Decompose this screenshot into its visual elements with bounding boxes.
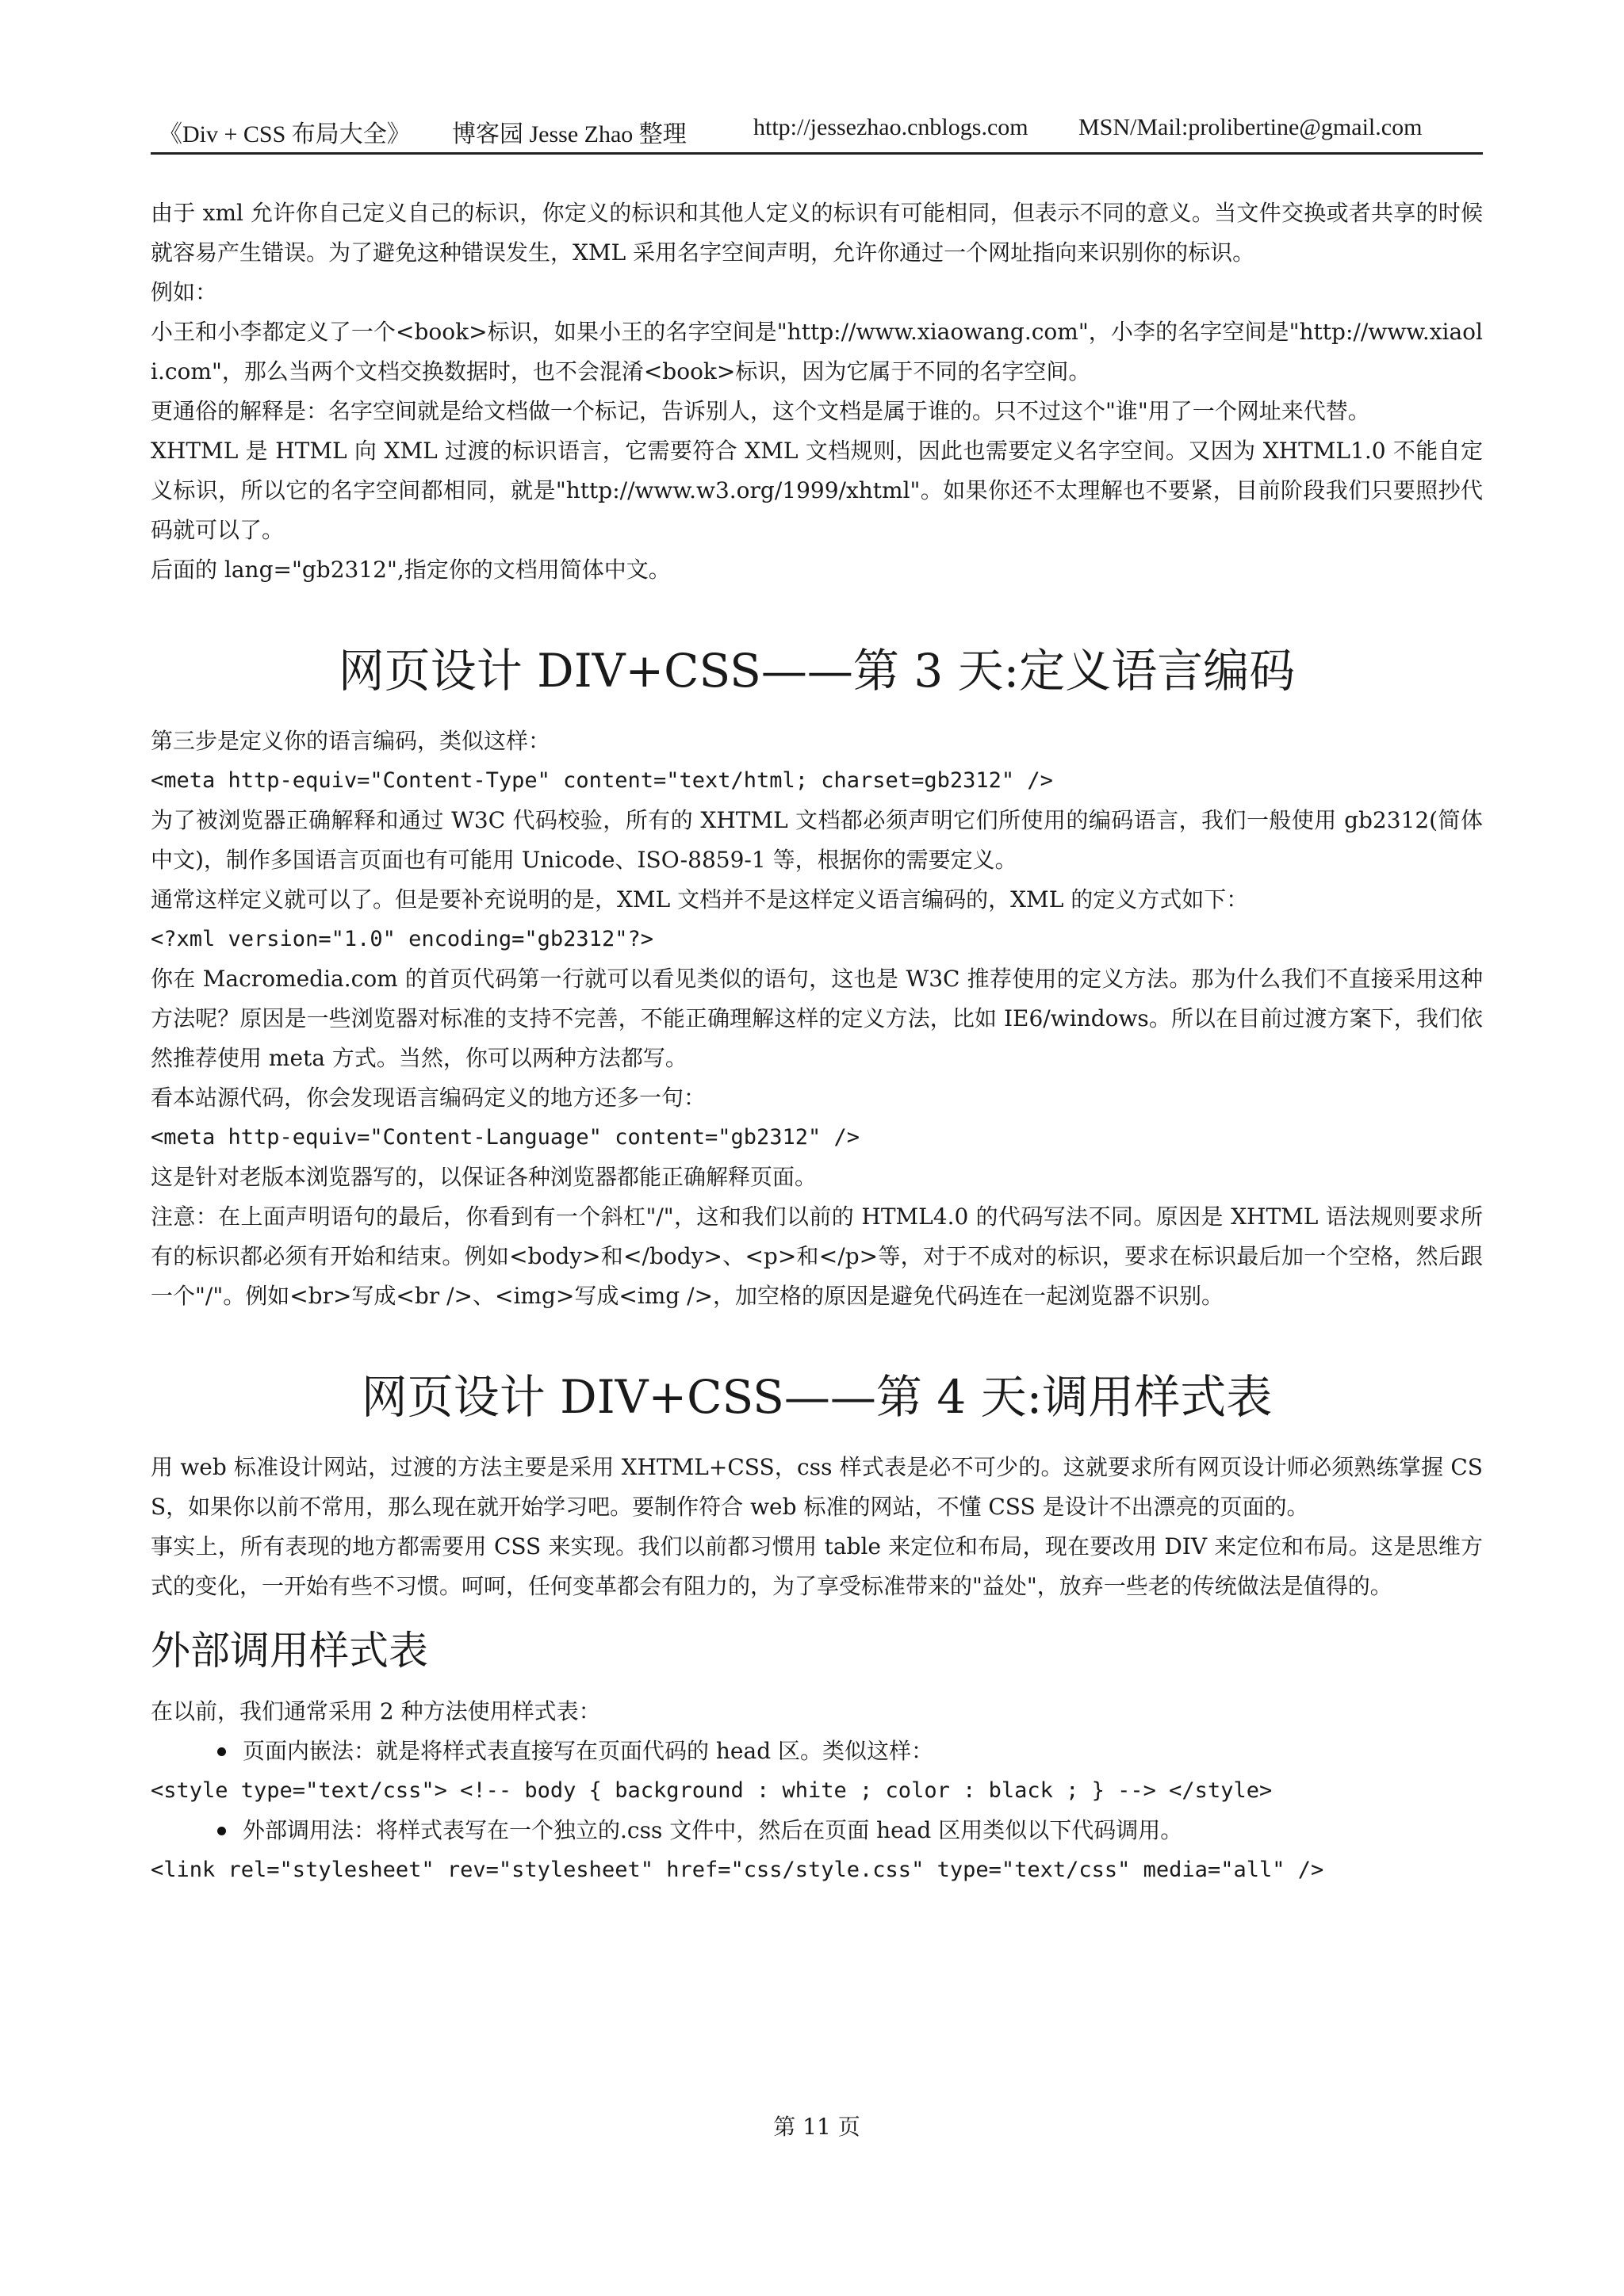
bullet-text: 外部调用法：将样式表写在一个独立的.css 文件中，然后在页面 head 区用类似以下代码调用。 [243,1817,1183,1843]
document-page [151,0,1483,2296]
intro-paragraph: 例如： [151,279,218,305]
subsection-heading-external: 外部调用样式表 [151,1628,428,1674]
intro-paragraph: 更通俗的解释是：名字空间就是给文档做一个标记，告诉别人，这个文档是属于谁的。只不过这个"谁"用了一个网址来代替。 [151,398,1370,424]
header-author: 博客园 Jesse Zhao 整理 [452,121,687,147]
section-heading-day3: 网页设计 DIV+CSS——第 3 天:定义语言编码 [338,644,1296,698]
page-content [151,193,1483,1890]
external-paragraph: 在以前，我们通常采用 2 种方法使用样式表： [151,1698,601,1724]
day3-paragraph: 你在 Macromedia.com 的首页代码第一行就可以看见类似的语句，这也是 W3C 推荐使用的定义方法。那为什么我们不直接采用这种方法呢？原因是一些浏览器对标准的支持不完善，不能正确理解这样的定义方法，比如 IE6/windows。所以在目前过渡方案下，我们依然推荐使用 meta 方式。当然，你可以两种方法都写。 [151,966,1483,1071]
intro-paragraph: 小王和小李都定义了一个<book>标识，如果小王的名字空间是"http://www.xiaowang.com"，小李的名字空间是"http://www.xiaoli.com"，那么当两个文档交换数据时，也不会混淆<book>标识，因为它属于不同的名字空间。 [151,319,1483,385]
day3-paragraph: 这是针对老版本浏览器写的，以保证各种浏览器都能正确解释页面。 [151,1164,818,1190]
section-heading-day4: 网页设计 DIV+CSS——第 4 天:调用样式表 [361,1370,1273,1424]
bullet-item [151,1732,1483,1771]
code-line: <?xml version="1.0" encoding="gb2312"?> [151,927,653,951]
intro-paragraph: 后面的 lang="gb2312",指定你的文档用简体中文。 [151,557,671,583]
day3-paragraph: 注意：在上面声明语句的最后，你看到有一个斜杠"/"，这和我们以前的 HTML4.0 的代码写法不同。原因是 XHTML 语法规则要求所有的标识都必须有开始和结束。例如<body>和</body>、<p>和</p>等，对于不成对的标识，要求在标识最后加一个空格，然后跟一个"/"。例如<br>写成<br />、<img>写成<img />，加空格的原因是避免代码连在一起浏览器不识别。 [151,1203,1483,1309]
bullet-text: 页面内嵌法：就是将样式表直接写在页面代码的 head 区。类似这样： [243,1738,934,1764]
running-header [151,111,1483,155]
code-line: <meta http-equiv="Content-Language" content="gb2312" /> [151,1125,860,1150]
header-blog-url[interactable]: http://jessezhao.cnblogs.com [753,114,1028,140]
page-number: 第 11 页 [773,2114,860,2140]
code-line: <style type="text/css"> <!-- body { background : white ; color : black ; } --> </style> [151,1778,1273,1803]
header-contact: MSN/Mail:prolibertine@gmail.com [1078,114,1423,140]
header-book-title: 《Div + CSS 布局大全》 [159,121,411,147]
intro-paragraph: 由于 xml 允许你自己定义自己的标识，你定义的标识和其他人定义的标识有可能相同，但表示不同的意义。当文件交换或者共享的时候就容易产生错误。为了避免这种错误发生，XML 采用名字空间声明，允许你通过一个网址指向来识别你的标识。 [151,200,1483,266]
day4-paragraph: 事实上，所有表现的地方都需要用 CSS 来实现。我们以前都习惯用 table 来定位和布局，现在要改用 DIV 来定位和布局。这是思维方式的变化，一开始有些不习惯。呵呵，任何变革都会有阻力的，为了享受标准带来的"益处"，放弃一些老的传统做法是值得的。 [151,1533,1483,1599]
day3-paragraph: 第三步是定义你的语言编码，类似这样： [151,728,551,754]
intro-paragraph: XHTML 是 HTML 向 XML 过渡的标识语言，它需要符合 XML 文档规则，因此也需要定义名字空间。又因为 XHTML1.0 不能自定义标识，所以它的名字空间都相同，就是"http://www.w3.org/1999/xhtml"。如果你还不太理解也不要紧，目前阶段我们只要照抄代码就可以了。 [151,438,1483,543]
bullet-item [151,1811,1483,1850]
code-line: <meta http-equiv="Content-Type" content="text/html; charset=gb2312" /> [151,768,1053,793]
bullet-dot-icon [217,1747,226,1756]
day4-paragraph: 用 web 标准设计网站，过渡的方法主要是采用 XHTML+CSS，css 样式表是必不可少的。这就要求所有网页设计师必须熟练掌握 CSS，如果你以前不常用，那么现在就开始学习吧。要制作符合 web 标准的网站，不懂 CSS 是设计不出漂亮的页面的。 [151,1454,1483,1520]
day3-paragraph: 看本站源代码，你会发现语言编码定义的地方还多一句： [151,1085,707,1111]
day3-paragraph: 通常这样定义就可以了。但是要补充说明的是，XML 文档并不是这样定义语言编码的，XML 的定义方式如下： [151,886,1249,913]
code-line: <link rel="stylesheet" rev="stylesheet" href="css/style.css" type="text/css" media="all" /> [151,1858,1324,1882]
day3-paragraph: 为了被浏览器正确解释和通过 W3C 代码校验，所有的 XHTML 文档都必须声明它们所使用的编码语言，我们一般使用 gb2312(简体中文)，制作多国语言页面也有可能用 Unicode、ISO-8859-1 等，根据你的需要定义。 [151,807,1483,873]
bullet-dot-icon [217,1827,226,1835]
